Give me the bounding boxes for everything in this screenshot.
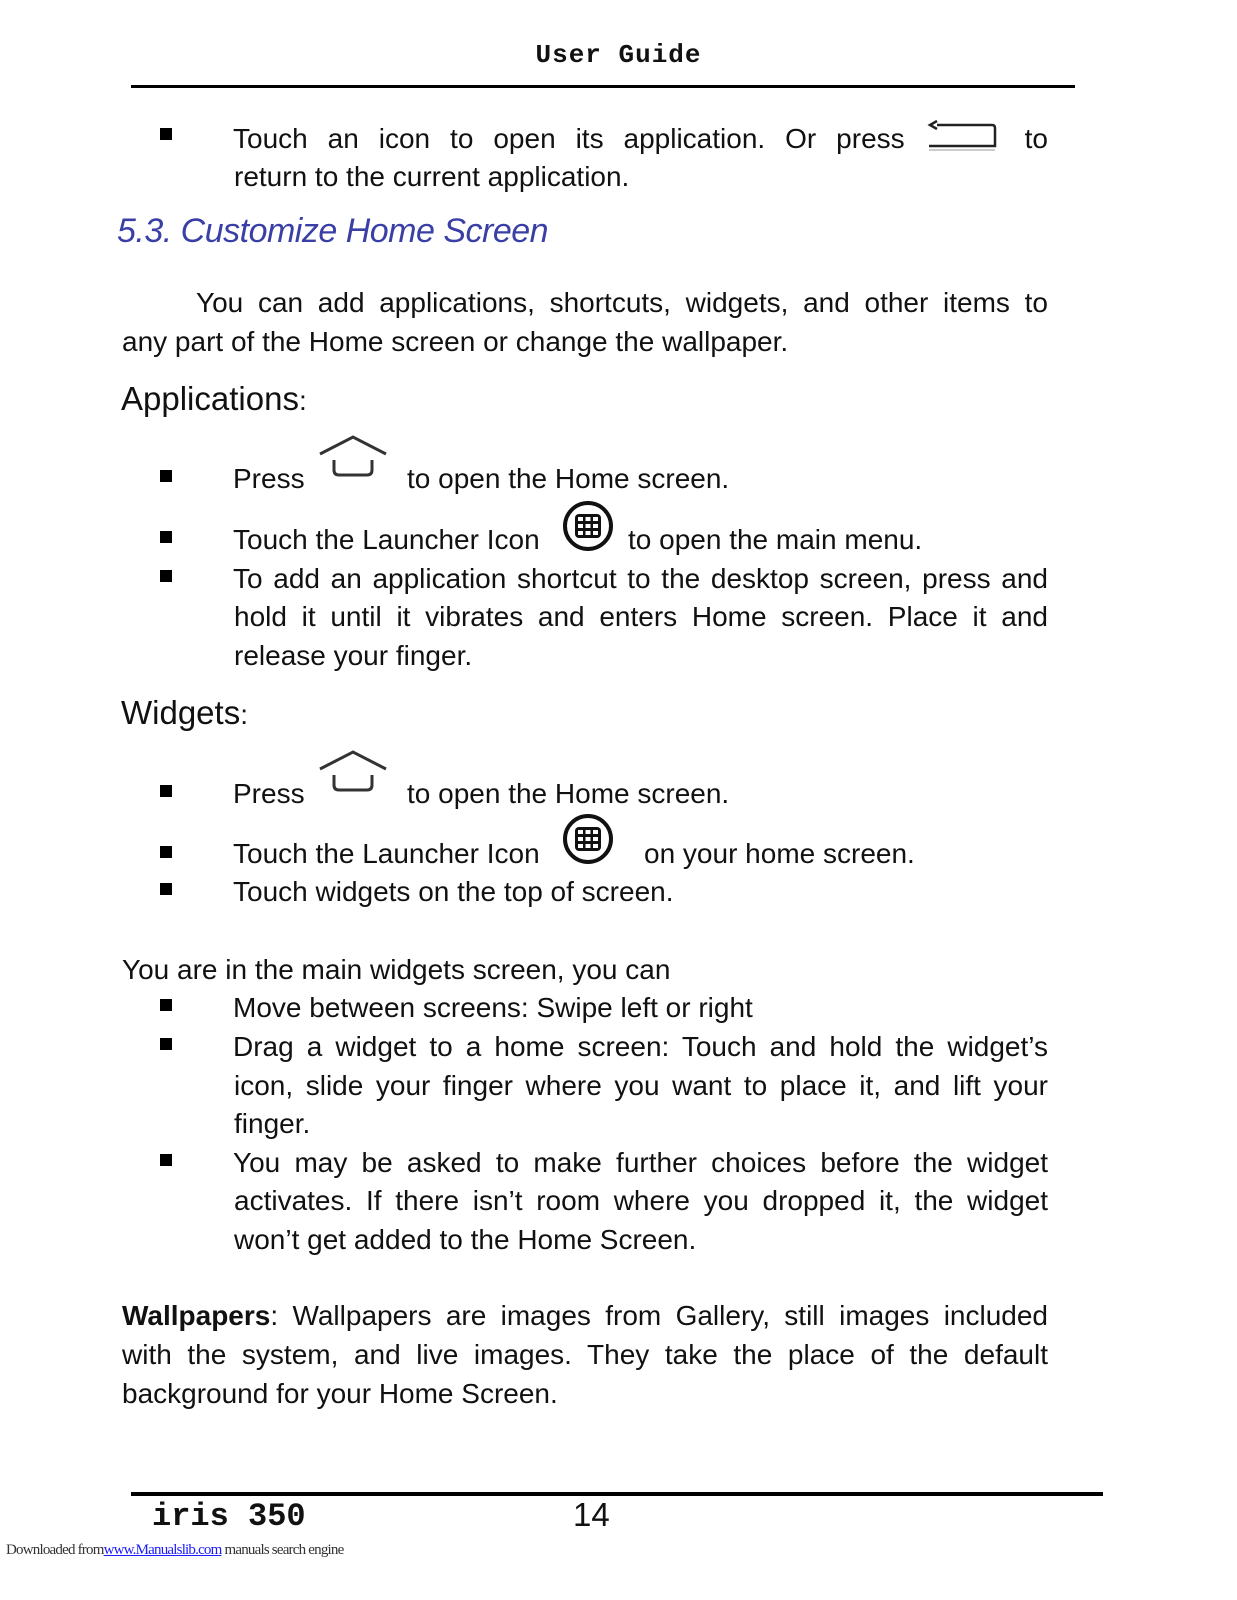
- main-widgets-bullet3-line3: won’t get added to the Home Screen.: [234, 1224, 697, 1255]
- widgets-bullet1-text: Press: [233, 778, 305, 809]
- applications-bullet2-after: to open the main menu.: [628, 524, 923, 555]
- main-widgets-intro: You are in the main widgets screen, you can: [122, 954, 671, 985]
- applications-bullet3-line3: release your finger.: [234, 640, 473, 671]
- applications-bullet2-text: Touch the Launcher Icon: [233, 524, 540, 555]
- bullet-marker: [160, 1154, 172, 1166]
- intro-bullet-line1: [233, 118, 1048, 158]
- main-widgets-bullet2-line2: icon, slide your finger where you want to place it, and lift your: [234, 1070, 1048, 1101]
- bullet-marker: [160, 785, 172, 797]
- bullet-marker: [160, 999, 172, 1011]
- bullet-marker: [160, 470, 172, 482]
- footer-model-name: iris 350: [152, 1498, 306, 1535]
- bullet-marker: [160, 883, 172, 895]
- bullet-marker: [160, 1038, 172, 1050]
- wallpapers-label: Wallpapers: [122, 1300, 271, 1331]
- main-widgets-bullet3-line2: activates. If there isn’t room where you dropped it, the widget: [234, 1185, 1048, 1216]
- widgets-bullet2-after: on your home screen.: [644, 838, 915, 869]
- wallpapers-line2: with the system, and live images. They take the place of the default: [122, 1339, 1048, 1370]
- launcher-icon: [561, 812, 615, 871]
- intro-bullet-to: to: [1024, 122, 1048, 154]
- widgets-bullet2-text: Touch the Launcher Icon: [233, 838, 540, 869]
- wallpapers-line1-text: : Wallpapers are images from Gallery, still images included: [270, 1300, 1048, 1331]
- intro-bullet-text: Touch an icon to open its application. Or press: [233, 122, 905, 154]
- main-widgets-bullet2-line3: finger.: [234, 1108, 311, 1139]
- widgets-bullet1-after: to open the Home screen.: [407, 778, 730, 809]
- section-title: 5.3. Customize Home Screen: [117, 212, 549, 250]
- manualslib-link[interactable]: www.Manualslib.com: [103, 1542, 222, 1558]
- intro-bullet-line2: return to the current application.: [234, 161, 630, 192]
- home-icon: [316, 749, 390, 802]
- applications-bullet3-line2: hold it until it vibrates and enters Home screen. Place it and: [234, 601, 1048, 632]
- widgets-heading: Widgets:: [121, 694, 248, 731]
- back-icon: [925, 118, 1003, 158]
- bullet-marker: [160, 846, 172, 858]
- main-widgets-bullet1: Move between screens: Swipe left or right: [233, 992, 753, 1023]
- widgets-bullet3-text: Touch widgets on the top of screen.: [233, 876, 674, 907]
- applications-bullet1-text: Press: [233, 463, 305, 494]
- applications-bullet3-line1: To add an application shortcut to the desktop screen, press and: [233, 563, 1048, 594]
- home-icon: [316, 434, 390, 487]
- bullet-marker: [160, 128, 172, 140]
- launcher-icon: [561, 499, 615, 558]
- main-widgets-bullet3-line1: You may be asked to make further choices before the widget: [233, 1147, 1048, 1178]
- section-paragraph-line2: any part of the Home screen or change the wallpaper.: [122, 326, 789, 357]
- download-note: Downloaded fromwww.Manualslib.com manuals search engine: [6, 1542, 344, 1558]
- wallpapers-line1: [122, 1296, 1048, 1335]
- applications-heading: Applications:: [121, 380, 307, 417]
- bullet-marker: [160, 531, 172, 543]
- bullet-marker: [160, 570, 172, 582]
- applications-bullet1-after: to open the Home screen.: [407, 463, 730, 494]
- page-number: 14: [573, 1496, 610, 1533]
- header-rule: [131, 85, 1075, 88]
- section-paragraph-line1: You can add applications, shortcuts, widgets, and other items to: [196, 287, 1048, 318]
- wallpapers-line3: background for your Home Screen.: [122, 1378, 558, 1409]
- footer-rule: [131, 1492, 1103, 1496]
- page-header-title: User Guide: [535, 40, 702, 70]
- main-widgets-bullet2-line1: Drag a widget to a home screen: Touch and hold the widget’s: [233, 1031, 1048, 1062]
